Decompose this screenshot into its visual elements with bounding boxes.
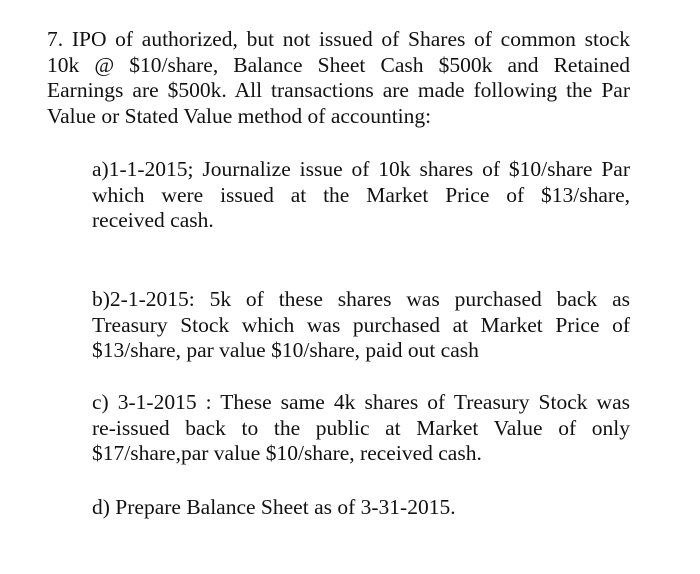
part-c <box>92 390 630 467</box>
part-b-line: Treasury Stock which was purchased at Market Price of <box>92 312 630 337</box>
intro-line: 7. IPO of authorized, but not issued of Shares of common stock <box>47 27 630 51</box>
part-b <box>92 287 630 364</box>
part-c-line: re-issued back to the public at Market Value of only <box>92 415 630 440</box>
part-a-line: received cash. <box>92 208 214 232</box>
part-a-line: a)1-1-2015; Journalize issue of 10k shares of $10/share Par <box>92 157 630 181</box>
part-c-line: $17/share,par value $10/share, received cash. <box>92 441 482 465</box>
part-a-line: which were issued at the Market Price of $13/share, <box>92 182 630 207</box>
intro-line: Earnings are $500k. All transactions are made following the Par <box>47 78 630 102</box>
part-a <box>92 157 630 234</box>
part-d-line: d) Prepare Balance Sheet as of 3-31-2015. <box>92 495 456 519</box>
part-d <box>92 495 630 521</box>
intro-line: Value or Stated Value method of accounting: <box>47 103 432 128</box>
part-c-line: c) 3-1-2015 : These same 4k shares of Treasury Stock was <box>92 390 630 414</box>
intro-line: 10k @ $10/share, Balance Sheet Cash $500k and Retained <box>47 52 630 77</box>
question-intro <box>47 27 630 129</box>
part-b-line: $13/share, par value $10/share, paid out cash <box>92 338 479 362</box>
part-b-line: b)2-1-2015: 5k of these shares was purchased back as <box>92 287 630 311</box>
